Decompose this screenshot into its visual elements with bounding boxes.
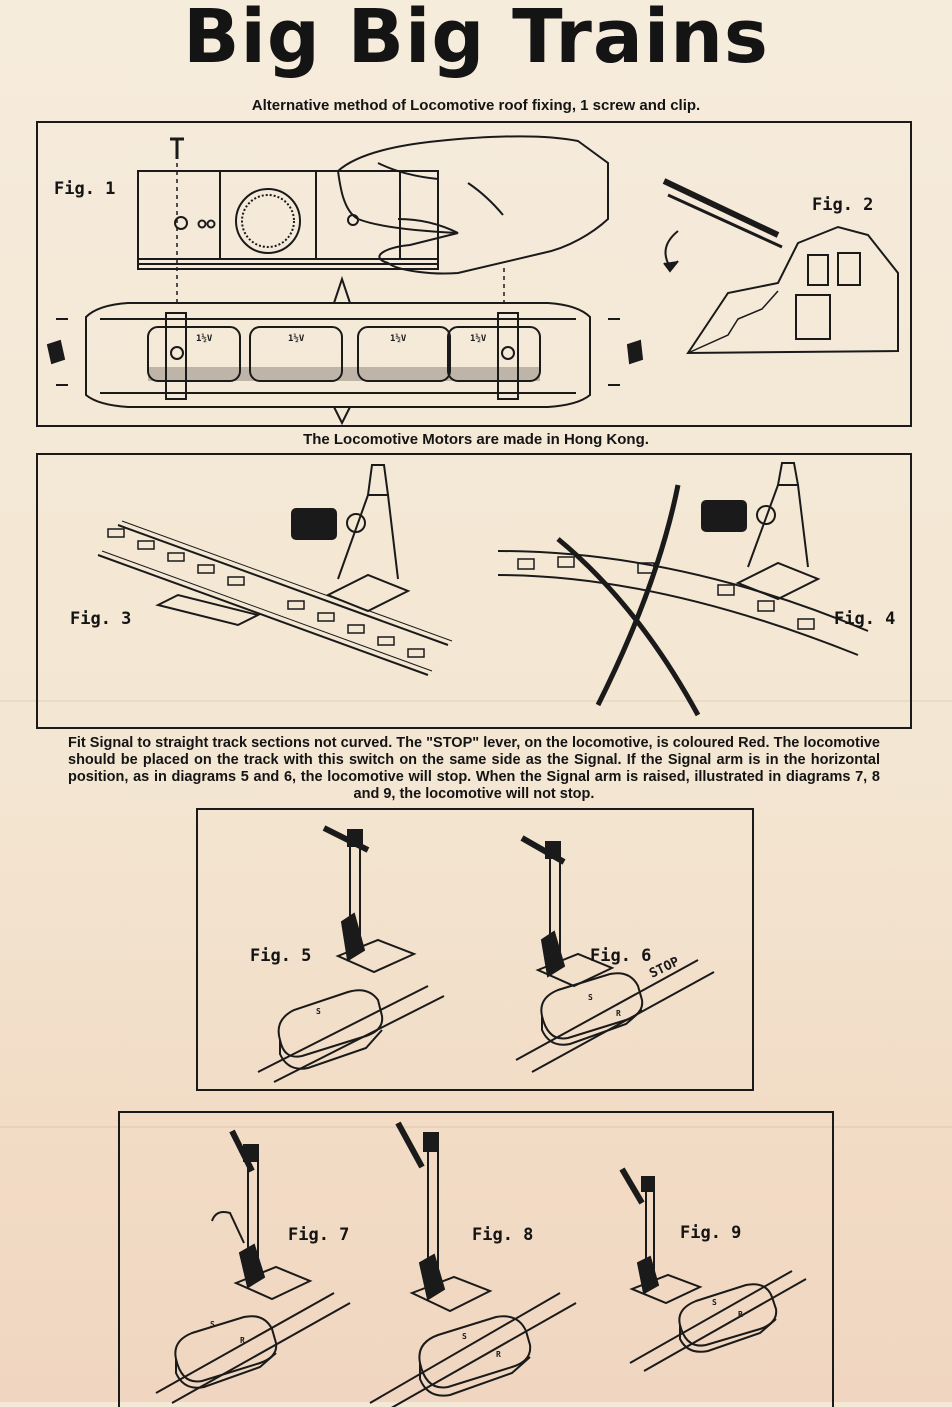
roof-fixing-caption: Alternative method of Locomotive roof fixing, 1 screw and clip. [251, 97, 701, 114]
switch-r-label: R [738, 1310, 743, 1319]
switch-s-label: S [588, 993, 593, 1002]
fig-3-label: Fig. 3 [70, 609, 132, 629]
panel-signal-placement [36, 453, 912, 729]
signal-clear-illustration [120, 1113, 832, 1407]
switch-r-label: R [240, 1336, 245, 1345]
switch-s-label: S [210, 1320, 215, 1329]
panel-roof-fixing [36, 121, 912, 427]
fig-4-label: Fig. 4 [834, 609, 896, 629]
fig-2-label: Fig. 2 [812, 195, 874, 215]
fig-5-label: Fig. 5 [250, 946, 312, 966]
fig-7-label: Fig. 7 [288, 1225, 350, 1245]
fig-1-label: Fig. 1 [54, 179, 116, 199]
panel-signal-stop [196, 808, 754, 1091]
fig-8-label: Fig. 8 [472, 1225, 534, 1245]
switch-s-label: S [712, 1298, 717, 1307]
switch-s-label: S [462, 1332, 467, 1341]
roof-fixing-illustration [38, 123, 910, 425]
battery-label: 1½V [288, 334, 305, 344]
switch-s-label: S [316, 1007, 321, 1016]
panel-signal-clear [118, 1111, 834, 1407]
battery-label: 1½V [196, 334, 213, 344]
battery-label: 1½V [390, 334, 407, 344]
switch-r-label: R [616, 1009, 621, 1018]
fig-6-label: Fig. 6 [590, 946, 652, 966]
battery-label: 1½V [470, 334, 487, 344]
fig-9-label: Fig. 9 [680, 1223, 742, 1243]
stop-label: STOP [647, 954, 682, 982]
signal-placement-illustration [38, 455, 910, 727]
signal-instructions: Fit Signal to straight track sections not curved. The "STOP" lever, on the locomotive, is coloured Red. The locomotive should be placed on the track with this switch on the same side as the Signal. If the Signal arm is in the horizontal position, as in diagrams 5 and 6, the locomotive will stop. When the Signal arm is raised, illustrated in diagrams 7, 8 and 9, the locomotive will not stop. [68, 735, 880, 802]
page-title: Big Big Trains [183, 0, 769, 80]
motors-origin-caption: The Locomotive Motors are made in Hong Kong. [303, 431, 649, 448]
switch-r-label: R [496, 1350, 501, 1359]
